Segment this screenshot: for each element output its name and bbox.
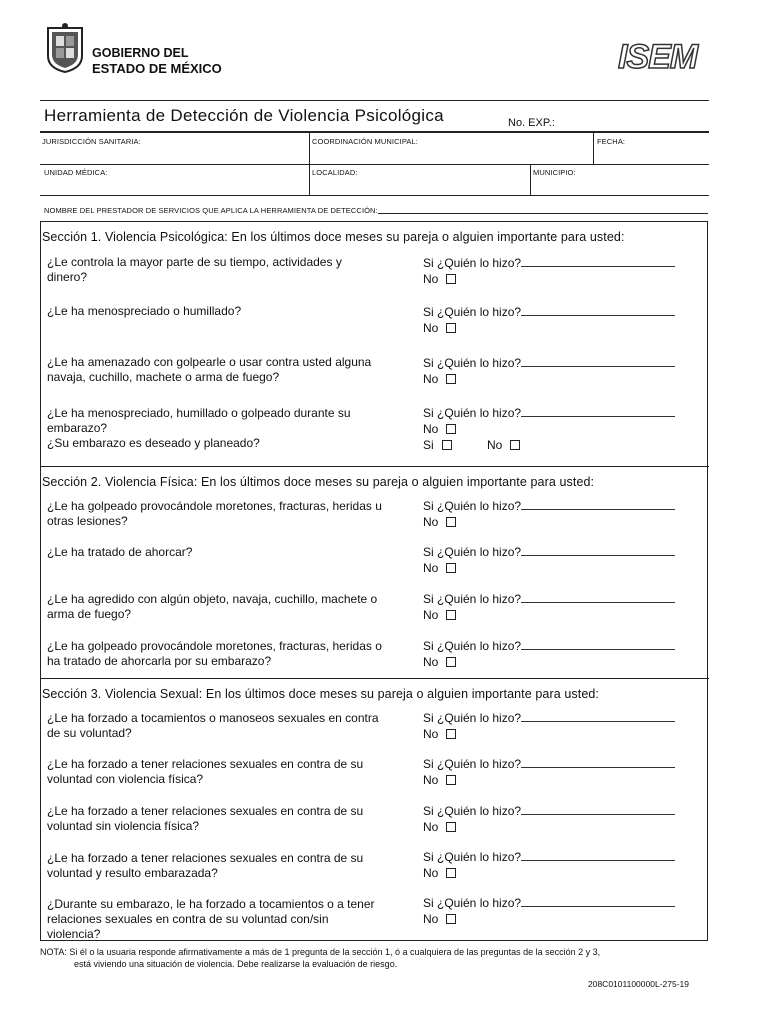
section-3-title: Sección 3. Violencia Sexual: En los últimos doce meses su pareja o alguien importante para usted: <box>42 687 600 701</box>
question: ¿Le ha forzado a tener relaciones sexuales en contra de su voluntad con violencia física? <box>47 757 364 786</box>
no-checkbox[interactable] <box>446 274 456 284</box>
prestador-label: NOMBRE DEL PRESTADOR DE SERVICIOS QUE APLICA LA HERRAMIENTA DE DETECCIÓN: <box>44 206 378 215</box>
gov-line2: ESTADO DE MÉXICO <box>92 61 222 76</box>
no-checkbox[interactable] <box>510 440 520 450</box>
municipio-field[interactable]: MUNICIPIO: <box>533 168 576 177</box>
no-checkbox[interactable] <box>446 729 456 739</box>
who-input-line[interactable] <box>521 256 675 267</box>
answer-group: Si ¿Quién lo hizo? No <box>423 591 675 623</box>
who-input-line[interactable] <box>521 896 675 907</box>
who-input-line[interactable] <box>521 850 675 861</box>
section-2-title: Sección 2. Violencia Física: En los últimos doce meses su pareja o alguien importante para usted: <box>42 475 595 489</box>
who-input-line[interactable] <box>521 545 675 556</box>
prestador-input-line[interactable] <box>378 213 708 214</box>
question: ¿Le controla la mayor parte de su tiempo, actividades y dinero? <box>47 255 342 284</box>
state-seal-logo <box>44 22 86 74</box>
no-checkbox[interactable] <box>446 775 456 785</box>
no-checkbox[interactable] <box>446 914 456 924</box>
who-input-line[interactable] <box>521 305 675 316</box>
unidad-medica-field[interactable]: UNIDAD MÉDICA: <box>44 168 108 177</box>
isem-logo: ISEM <box>618 38 698 76</box>
no-checkbox[interactable] <box>446 868 456 878</box>
government-name <box>92 46 222 76</box>
question: ¿Durante su embarazo, le ha forzado a tocamientos o a tener relaciones sexuales en contra de su voluntad con/sin violencia? <box>47 897 375 941</box>
question: ¿Le ha forzado a tocamientos o manoseos sexuales en contra de su voluntad? <box>47 711 379 740</box>
jurisdiccion-field[interactable]: JURISDICCIÓN SANITARIA: <box>42 137 141 146</box>
answer-group: Si ¿Quién lo hizo? No <box>423 255 675 287</box>
no-checkbox[interactable] <box>446 822 456 832</box>
no-checkbox[interactable] <box>446 424 456 434</box>
no-checkbox[interactable] <box>446 517 456 527</box>
form-code: 208C0101100000L-275-19 <box>588 979 689 989</box>
question: ¿Le ha amenazado con golpearle o usar contra usted alguna navaja, cuchillo, machete o arma de fuego? <box>47 355 372 384</box>
question: ¿Le ha agredido con algún objeto, navaja, cuchillo, machete o arma de fuego? <box>47 592 378 621</box>
si-checkbox[interactable] <box>442 440 452 450</box>
question: ¿Le ha tratado de ahorcar? <box>47 545 193 559</box>
who-input-line[interactable] <box>521 639 675 650</box>
answer-group: Si ¿Quién lo hizo? No Si No <box>423 405 675 453</box>
who-input-line[interactable] <box>521 757 675 768</box>
answer-group: Si ¿Quién lo hizo? No <box>423 710 675 742</box>
no-checkbox[interactable] <box>446 323 456 333</box>
answer-group: Si ¿Quién lo hizo? No <box>423 895 675 927</box>
fecha-field[interactable]: FECHA: <box>597 137 626 146</box>
note-line2: está viviendo una situación de violencia. Debe realizarse la evaluación de riesgo. <box>74 959 398 969</box>
who-input-line[interactable] <box>521 406 675 417</box>
question: ¿Le ha menospreciado o humillado? <box>47 304 242 318</box>
exp-number-label: No. EXP.: <box>508 117 555 129</box>
answer-group: Si ¿Quién lo hizo? No <box>423 498 675 530</box>
answer-group: Si ¿Quién lo hizo? No <box>423 638 675 670</box>
question: ¿Le ha menospreciado, humillado o golpeado durante su embarazo? ¿Su embarazo es deseado y planeado? <box>47 406 351 450</box>
no-checkbox[interactable] <box>446 374 456 384</box>
no-checkbox[interactable] <box>446 657 456 667</box>
who-input-line[interactable] <box>521 711 675 722</box>
coordinacion-field[interactable]: COORDINACIÓN MUNICIPAL: <box>312 137 418 146</box>
localidad-field[interactable]: LOCALIDAD: <box>312 168 358 177</box>
answer-group: Si ¿Quién lo hizo? No <box>423 544 675 576</box>
who-input-line[interactable] <box>521 356 675 367</box>
page-title: Herramienta de Detección de Violencia Psicológica <box>44 106 444 125</box>
question: ¿Le ha forzado a tener relaciones sexuales en contra de su voluntad y resulto embarazada? <box>47 851 364 880</box>
answer-group: Si ¿Quién lo hizo? No <box>423 849 675 881</box>
note-line1: NOTA: Si él o la usuaria responde afirmativamente a más de 1 pregunta de la sección 1, ó a cualquiera de las preguntas de la sección 2 y 3, <box>40 947 601 957</box>
who-input-line[interactable] <box>521 592 675 603</box>
no-checkbox[interactable] <box>446 563 456 573</box>
question: ¿Le ha golpeado provocándole moretones, fracturas, heridas o ha tratado de ahorcarla por su embarazo? <box>47 639 382 668</box>
answer-group: Si ¿Quién lo hizo? No <box>423 355 675 387</box>
answer-group: Si ¿Quién lo hizo? No <box>423 304 675 336</box>
question: ¿Le ha forzado a tener relaciones sexuales en contra de su voluntad sin violencia física? <box>47 804 364 833</box>
gov-line1: GOBIERNO DEL <box>92 46 189 60</box>
no-checkbox[interactable] <box>446 610 456 620</box>
question: ¿Le ha golpeado provocándole moretones, fracturas, heridas u otras lesiones? <box>47 499 382 528</box>
who-input-line[interactable] <box>521 499 675 510</box>
answer-group: Si ¿Quién lo hizo? No <box>423 756 675 788</box>
answer-group: Si ¿Quién lo hizo? No <box>423 803 675 835</box>
section-1-title: Sección 1. Violencia Psicológica: En los últimos doce meses su pareja o alguien importante para usted: <box>42 230 625 244</box>
who-input-line[interactable] <box>521 804 675 815</box>
note <box>40 946 600 970</box>
